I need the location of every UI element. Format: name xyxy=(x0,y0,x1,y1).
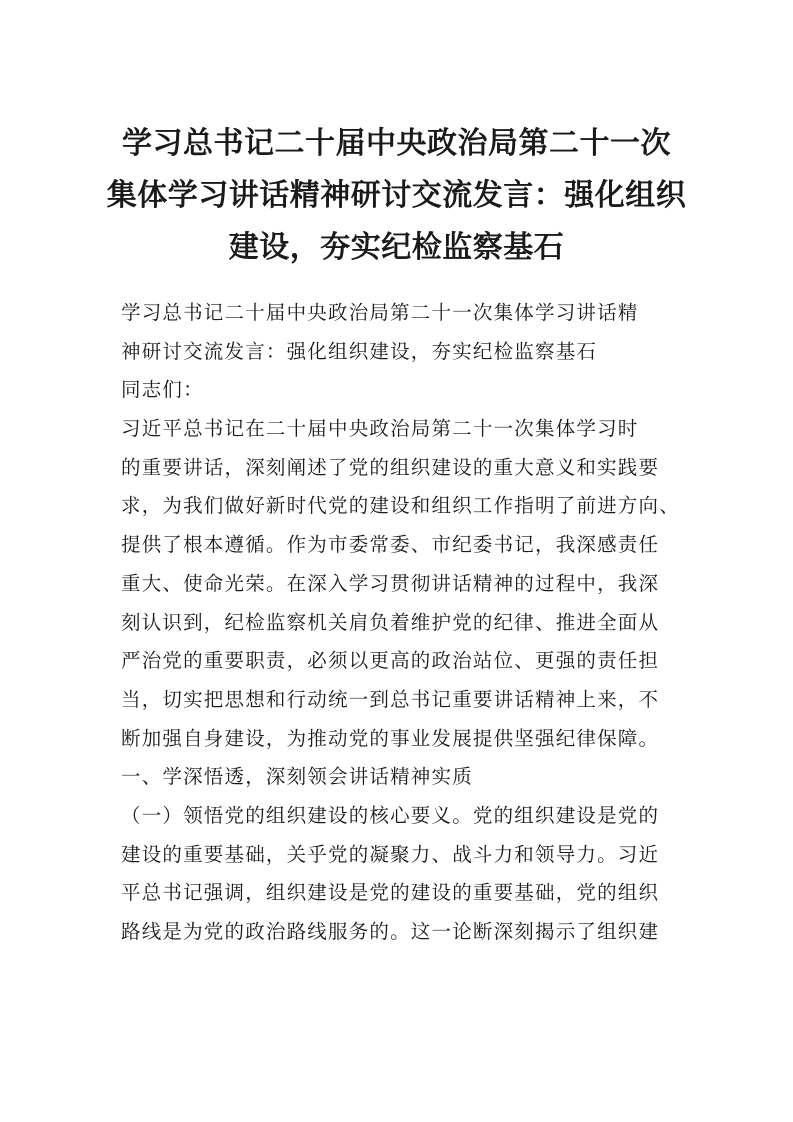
salutation: 同志们： xyxy=(121,378,204,402)
title-line: 学习总书记二十届中央政治局第二十一次 xyxy=(122,126,671,161)
paragraph-line: 平总书记强调，组织建设是党的建设的重要基础，党的组织 xyxy=(121,881,660,905)
paragraph-line: 习近平总书记在二十届中央政治局第二十一次集体学习时 xyxy=(121,417,639,441)
paragraph-line: 断加强自身建设，为推动党的事业发展提供坚强纪律保障。 xyxy=(121,726,660,750)
section-heading: 一、学深悟透，深刻领会讲话精神实质 xyxy=(121,765,473,789)
document-title xyxy=(100,118,693,274)
paragraph-line: 求，为我们做好新时代党的建设和组织工作指明了前进方向、 xyxy=(121,494,680,518)
paragraph-line: 的重要讲话，深刻阐述了党的组织建设的重大意义和实践要 xyxy=(121,455,660,479)
document-body xyxy=(121,294,681,952)
subtitle-line: 学习总书记二十届中央政治局第二十一次集体学习讲话精 xyxy=(121,301,639,324)
title-line: 集体学习讲话精神研讨交流发言：强化组织 xyxy=(106,178,687,213)
subtitle-line: 神研讨交流发言：强化组织建设，夯实纪检监察基石 xyxy=(121,339,598,363)
paragraph-line: 建设的重要基础，关乎党的凝聚力、战斗力和领导力。习近 xyxy=(121,842,660,866)
paragraph-line: 当，切实把思想和行动统一到总书记重要讲话精神上来，不 xyxy=(121,687,660,711)
title-line: 建设，夯实纪检监察基石 xyxy=(228,230,565,265)
paragraph-line: 路线是为党的政治路线服务的。这一论断深刻揭示了组织建 xyxy=(121,920,660,943)
subsection-line: （一）领悟党的组织建设的核心要义。党的组织建设是党的 xyxy=(121,803,660,827)
paragraph-line: 严治党的重要职责，必须以更高的政治站位、更强的责任担 xyxy=(121,649,660,673)
paragraph-line: 重大、使命光荣。在深入学习贯彻讲话精神的过程中，我深 xyxy=(121,571,660,595)
paragraph-line: 提供了根本遵循。作为市委常委、市纪委书记，我深感责任 xyxy=(121,533,660,557)
paragraph-line: 刻认识到，纪检监察机关肩负着维护党的纪律、推进全面从 xyxy=(121,610,660,634)
